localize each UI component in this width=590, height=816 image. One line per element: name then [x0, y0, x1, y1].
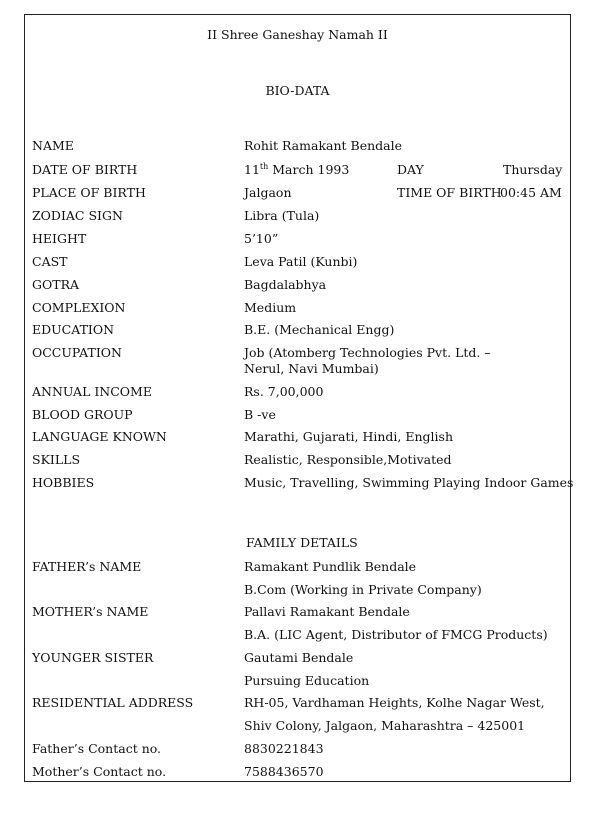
father-value: Ramakant Pundlik Bendale: [244, 559, 417, 574]
dob-value: 11th March 1993: [244, 161, 350, 177]
pob-label: PLACE OF BIRTH: [32, 185, 146, 200]
biodata-page: [24, 14, 574, 782]
family-heading: FAMILY DETAILS: [246, 535, 358, 550]
cast-value: Leva Patil (Kunbi): [244, 254, 358, 269]
income-label: ANNUAL INCOME: [32, 384, 152, 399]
name-label: NAME: [32, 138, 74, 153]
address-label: RESIDENTIAL ADDRESS: [32, 695, 194, 710]
occupation-line1: Job (Atomberg Technologies Pvt. Ltd. –: [244, 345, 491, 360]
zodiac-label: ZODIAC SIGN: [32, 208, 123, 223]
zodiac-value: Libra (Tula): [244, 208, 320, 223]
income-value: Rs. 7,00,000: [244, 384, 324, 399]
complexion-value: Medium: [244, 300, 297, 315]
occupation-line2: Nerul, Navi Mumbai): [244, 361, 379, 376]
skills-label: SKILLS: [32, 452, 81, 467]
mother-label: MOTHER’s NAME: [32, 604, 149, 619]
hobbies-value: Music, Travelling, Swimming Playing Indoor Games: [244, 475, 574, 490]
page-title: BIO-DATA: [265, 83, 330, 98]
language-value: Marathi, Gujarati, Hindi, English: [244, 429, 453, 444]
education-value: B.E. (Mechanical Engg): [244, 322, 395, 337]
address-line1: RH-05, Vardhaman Heights, Kolhe Nagar West,: [244, 695, 545, 710]
dob-label: DATE OF BIRTH: [32, 162, 138, 177]
mother-value: Pallavi Ramakant Bendale: [244, 604, 410, 619]
mother-detail: B.A. (LIC Agent, Distributor of FMCG Products): [244, 627, 548, 642]
mother-contact-value: 7588436570: [244, 764, 324, 779]
father-detail: B.Com (Working in Private Company): [244, 582, 482, 597]
pob-value: Jalgaon: [244, 185, 292, 200]
height-value: 5’10”: [244, 231, 279, 246]
language-label: LANGUAGE KNOWN: [32, 429, 167, 444]
gotra-value: Bagdalabhya: [244, 277, 327, 292]
education-label: EDUCATION: [32, 322, 115, 337]
gotra-label: GOTRA: [32, 277, 80, 292]
hobbies-label: HOBBIES: [32, 475, 95, 490]
address-line2: Shiv Colony, Jalgaon, Maharashtra – 425001: [244, 718, 526, 733]
tob-label: TIME OF BIRTH: [397, 185, 502, 200]
sister-value: Gautami Bendale: [244, 650, 354, 665]
tob-value: 00:45 AM: [500, 185, 562, 200]
cast-label: CAST: [32, 254, 68, 269]
day-value: Thursday: [503, 162, 563, 177]
blood-value: B -ve: [244, 407, 276, 422]
father-label: FATHER’s NAME: [32, 559, 142, 574]
skills-value: Realistic, Responsible,Motivated: [244, 452, 452, 467]
mother-contact-label: Mother’s Contact no.: [32, 764, 167, 779]
sister-label: YOUNGER SISTER: [32, 650, 154, 665]
father-contact-value: 8830221843: [244, 741, 324, 756]
occupation-label: OCCUPATION: [32, 345, 122, 360]
father-contact-label: Father’s Contact no.: [32, 741, 162, 756]
day-label: DAY: [397, 162, 424, 177]
blood-label: BLOOD GROUP: [32, 407, 133, 422]
sister-detail: Pursuing Education: [244, 673, 370, 688]
page-header: II Shree Ganeshay Namah II: [207, 27, 388, 42]
height-label: HEIGHT: [32, 231, 87, 246]
name-value: Rohit Ramakant Bendale: [244, 138, 402, 153]
complexion-label: COMPLEXION: [32, 300, 126, 315]
